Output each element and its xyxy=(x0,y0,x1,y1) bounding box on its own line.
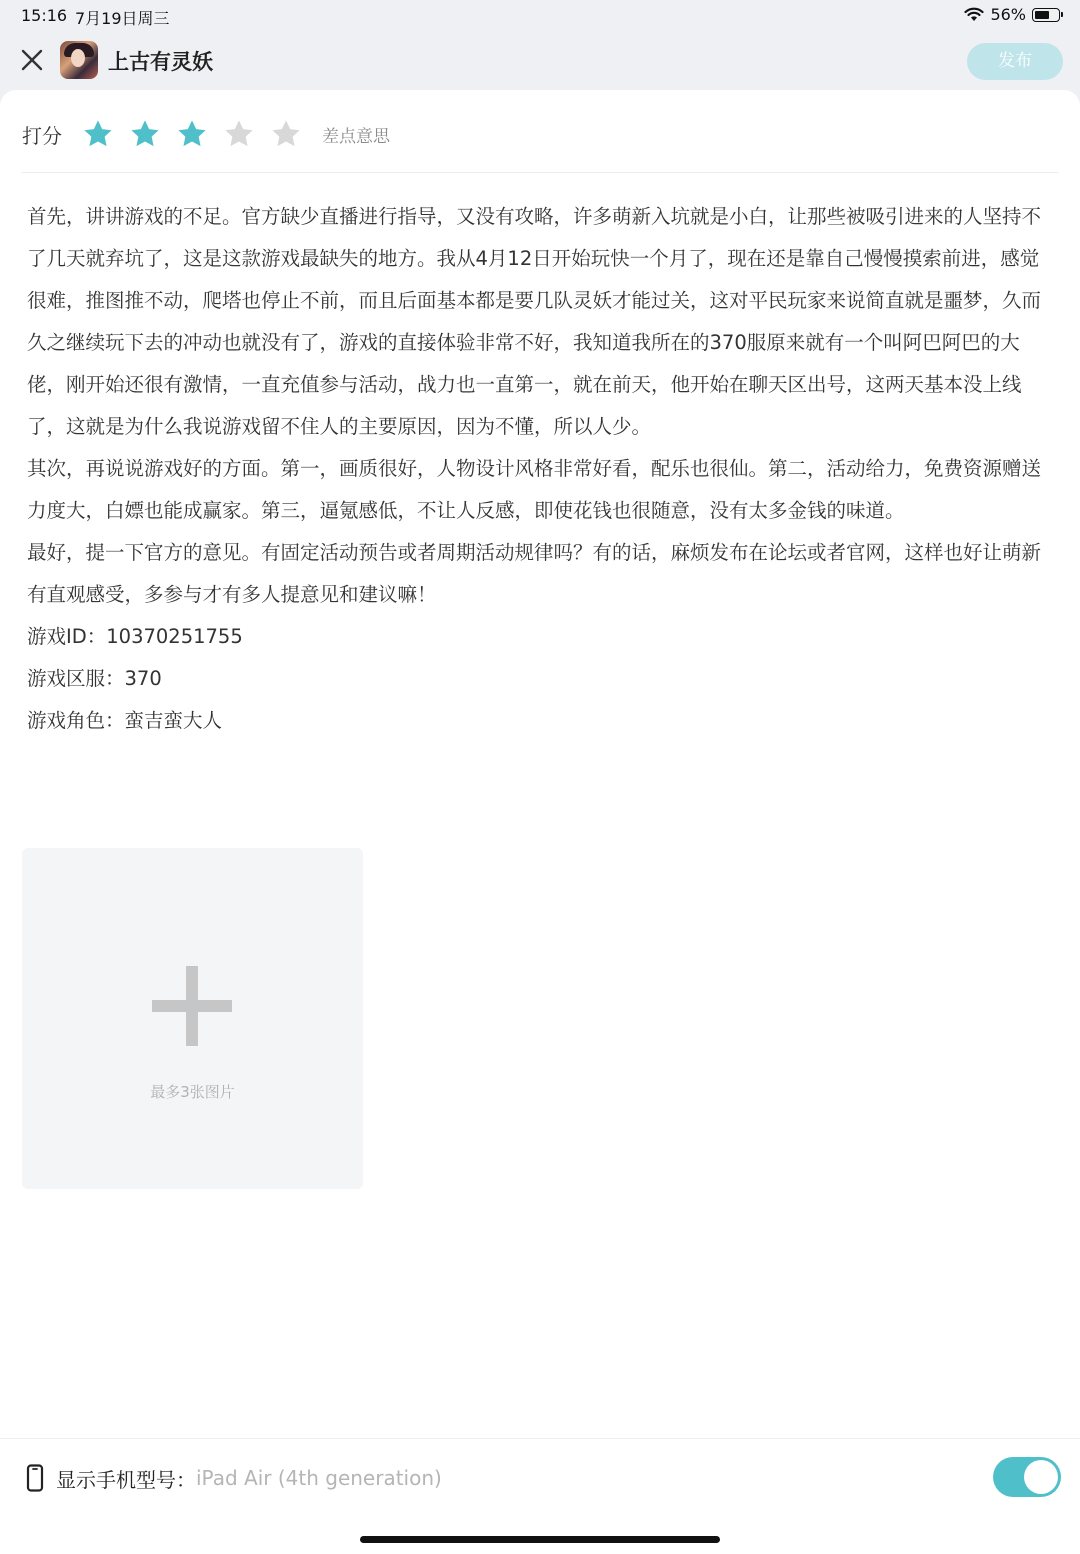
review-paragraph: 首先，讲讲游戏的不足。官方缺少直播进行指导，又没有攻略，许多萌新入坑就是小白，让那些被吸引进来的人坚持不了几天就弃坑了，这是这款游戏最缺失的地方。我从4月12日开始玩快一个月了，现在还是靠自己慢慢摸索前进，感觉很难，推图推不动，爬塔也停止不前，而且后面基本都是要几队灵妖才能过关，这对平民玩家来说简直就是噩梦，久而久之继续玩下去的冲动也就没有了，游戏的直接体验非常不好，我知道我所在的370服原来就有一个叫阿巴阿巴的大佬，刚开始还很有激情，一直充值参与活动，战力也一直第一，就在前天，他开始在聊天区出号，这两天基本没上线了，这就是为什么我说游戏留不住人的主要原因，因为不懂，所以人少。 xyxy=(27,205,1042,438)
rating-text: 差点意思 xyxy=(322,126,390,147)
rating-label: 打分 xyxy=(22,123,62,148)
home-indicator xyxy=(360,1536,720,1543)
device-model: iPad Air (4th generation) xyxy=(196,1466,442,1490)
status-bar xyxy=(0,0,1080,34)
publish-button[interactable]: 发布 xyxy=(967,43,1063,80)
game-icon xyxy=(60,41,98,79)
game-title: 上古有灵妖 xyxy=(108,50,213,74)
device-row xyxy=(26,1458,442,1498)
review-paragraph: 游戏ID：10370251755 xyxy=(27,625,243,648)
battery-percent: 56% xyxy=(990,5,1026,24)
review-editor xyxy=(0,90,1080,1554)
status-date: 7月19日周三 xyxy=(75,9,170,28)
close-icon[interactable] xyxy=(18,46,46,74)
add-image-button[interactable] xyxy=(22,848,363,1189)
divider xyxy=(22,172,1058,173)
review-paragraph: 游戏区服：370 xyxy=(27,667,162,690)
star-filled-icon[interactable] xyxy=(129,118,161,150)
star-filled-icon[interactable] xyxy=(82,118,114,150)
star-filled-icon[interactable] xyxy=(176,118,208,150)
show-device-toggle[interactable] xyxy=(993,1457,1061,1497)
review-text-area[interactable] xyxy=(27,196,1057,742)
rating-row xyxy=(22,116,390,152)
status-time: 15:16 xyxy=(21,6,68,25)
phone-icon xyxy=(26,1464,44,1492)
star-rating[interactable] xyxy=(82,118,302,150)
status-right xyxy=(964,5,1060,24)
top-bar xyxy=(0,34,1080,90)
divider xyxy=(0,1438,1080,1439)
battery-icon xyxy=(1032,8,1060,22)
review-paragraph: 其次，再说说游戏好的方面。第一，画质很好，人物设计风格非常好看，配乐也很仙。第二，活动给力，免费资源赠送力度大，白嫖也能成赢家。第三，逼氪感低，不让人反感，即使花钱也很随意，没有太多金钱的味道。 xyxy=(27,457,1042,522)
review-paragraph: 最好，提一下官方的意见。有固定活动预告或者周期活动规律吗？有的话，麻烦发布在论坛或者官网，这样也好让萌新有直观感受，多参与才有多人提意见和建议嘛！ xyxy=(27,541,1042,606)
device-label: 显示手机型号： xyxy=(56,1467,196,1492)
wifi-icon xyxy=(964,7,984,22)
plus-icon xyxy=(152,966,232,1046)
star-empty-icon[interactable] xyxy=(270,118,302,150)
star-empty-icon[interactable] xyxy=(223,118,255,150)
upload-hint: 最多3张图片 xyxy=(150,1083,235,1101)
review-paragraph: 游戏角色：蛮吉蛮大人 xyxy=(27,709,223,732)
toggle-knob xyxy=(1024,1460,1058,1494)
